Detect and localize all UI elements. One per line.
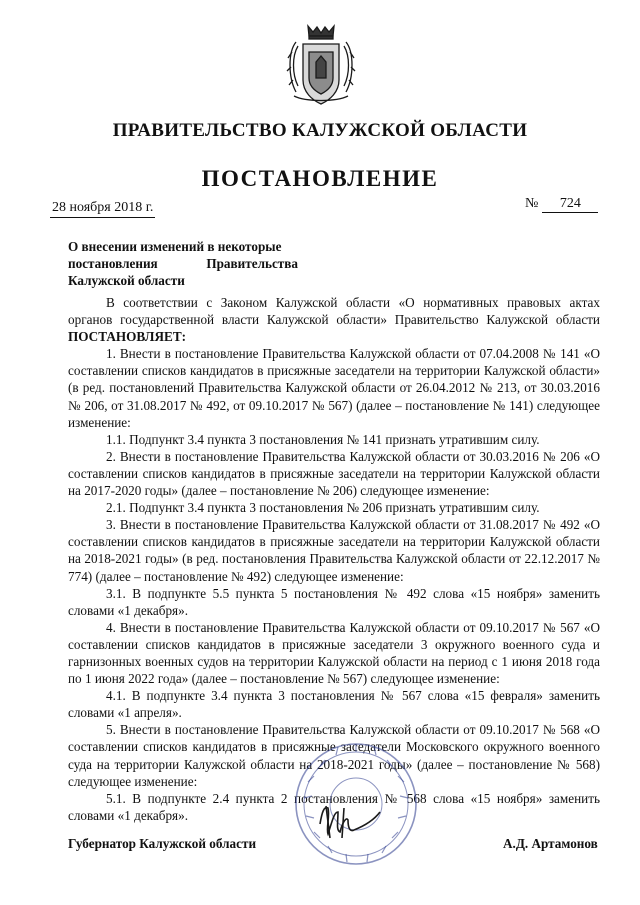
paragraph-4-1: 4.1. В подпункте 3.4 пункта 3 постановления № 567 слова «15 февраля» заменить словами «1 апреля». — [68, 688, 600, 721]
document-type-title: ПОСТАНОВЛЕНИЕ — [201, 166, 439, 191]
paragraph-2-1: 2.1. Подпункт 3.4 пункта 3 постановления № 206 признать утратившим силу. — [106, 500, 540, 516]
document-date: 28 ноября 2018 г. — [50, 200, 155, 218]
document-subject — [68, 238, 298, 289]
number-label: № — [525, 196, 539, 211]
signer-name: А.Д. Артамонов — [503, 836, 598, 851]
signer-title: Губернатор Калужской области — [68, 836, 257, 851]
subject-line-2-right: Правительства — [206, 256, 298, 271]
document-number — [525, 196, 598, 213]
paragraph-2: 2. Внести в постановление Правительства Калужской области от 30.03.2016 № 206 «О составлении списков кандидатов в присяжные заседатели на территории Калужской области на 2017-2020 годы» (далее – постановление № 206) следующее изменение: — [68, 448, 600, 499]
coat-of-arms-icon — [286, 22, 356, 110]
preamble-text: В соответствии с Законом Калужской области «О нормативных правовых актах органов государственной власти Калужской области» Правительство Калужской области — [68, 295, 600, 328]
decree-word: ПОСТАНОВЛЯЕТ: — [68, 329, 187, 345]
subject-line-3: Калужской области — [68, 273, 185, 288]
subject-line-2-left: постановления — [68, 256, 158, 271]
organization-title: ПРАВИТЕЛЬСТВО КАЛУЖСКОЙ ОБЛАСТИ — [112, 120, 528, 141]
paragraph-1-1: 1.1. Подпункт 3.4 пункта 3 постановления № 141 признать утратившим силу. — [106, 431, 540, 447]
paragraph-4: 4. Внести в постановление Правительства Калужской области от 09.10.2017 № 567 «О составлении списков кандидатов в присяжные заседатели 3 окружного военного суда и гарнизонных военных судов на территории Калужской области на период с 1 июня 2018 года по 1 июня 2022 года» (далее – постановление № 567) следующее изменение: — [68, 619, 600, 687]
paragraph-5-1: 5.1. В подпункте 2.4 пункта 2 постановления № 568 слова «15 ноября» заменить словами «1 декабря». — [68, 790, 600, 823]
number-value: 724 — [542, 196, 598, 213]
preamble-paragraph — [68, 294, 600, 345]
paragraph-3-1: 3.1. В подпункте 5.5 пункта 5 постановления № 492 слова «15 ноября» заменить словами «1 декабря». — [68, 585, 600, 618]
paragraph-5: 5. Внести в постановление Правительства Калужской области от 09.10.2017 № 568 «О составлении списков кандидатов в присяжные заседатели Московского окружного военного суда на территории Калужской области на 2018-2021 годы» (далее – постановление № 568) следующее изменение: — [68, 722, 600, 789]
paragraph-1: 1. Внести в постановление Правительства Калужской области от 07.04.2008 № 141 «О составлении списков кандидатов в присяжные заседатели на территории Калужской области» (в ред. постановлений Правительства Калужской области от 26.04.2012 № 213, от 30.03.2016 № 206, от 31.08.2017 № 492, от 09.10.2017 № 567) (далее – постановление № 141) следующее изменение: — [68, 346, 600, 430]
official-stamp-icon — [268, 742, 418, 872]
paragraph-3: 3. Внести в постановление Правительства Калужской области от 31.08.2017 № 492 «О составлении списков кандидатов в присяжные заседатели на территории Калужской области на 2018-2021 годы» (в ред. постановления Правительства Калужской области от 22.12.2017 № 774) (далее – постановление № 492) следующее изменение: — [68, 517, 600, 584]
subject-line-1: О внесении изменений в некоторые — [68, 239, 282, 254]
subject-line-2 — [68, 255, 298, 272]
